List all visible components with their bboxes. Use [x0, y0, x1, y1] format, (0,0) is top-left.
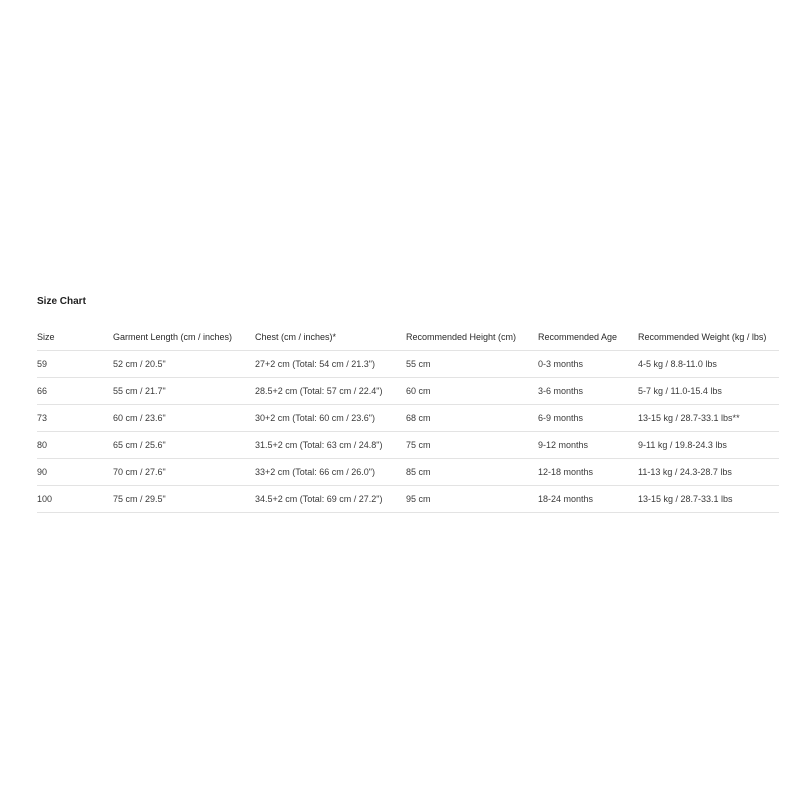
- cell-recommended-height: 85 cm: [406, 459, 538, 486]
- cell-garment-length: 70 cm / 27.6": [113, 459, 255, 486]
- column-header-garment-length: Garment Length (cm / inches): [113, 324, 255, 351]
- cell-chest: 33+2 cm (Total: 66 cm / 26.0"): [255, 459, 406, 486]
- cell-recommended-height: 95 cm: [406, 486, 538, 513]
- cell-recommended-age: 12-18 months: [538, 459, 638, 486]
- cell-recommended-weight: 5-7 kg / 11.0-15.4 lbs: [638, 378, 779, 405]
- column-header-recommended-age: Recommended Age: [538, 324, 638, 351]
- size-table: [37, 324, 779, 513]
- cell-garment-length: 55 cm / 21.7": [113, 378, 255, 405]
- column-header-size: Size: [37, 324, 113, 351]
- cell-size: 100: [37, 486, 113, 513]
- cell-chest: 28.5+2 cm (Total: 57 cm / 22.4"): [255, 378, 406, 405]
- cell-chest: 34.5+2 cm (Total: 69 cm / 27.2"): [255, 486, 406, 513]
- table-row: [37, 405, 779, 432]
- cell-size: 66: [37, 378, 113, 405]
- cell-garment-length: 52 cm / 20.5": [113, 351, 255, 378]
- table-row: [37, 432, 779, 459]
- cell-recommended-age: 6-9 months: [538, 405, 638, 432]
- column-header-chest: Chest (cm / inches)*: [255, 324, 406, 351]
- cell-recommended-height: 55 cm: [406, 351, 538, 378]
- cell-recommended-weight: 13-15 kg / 28.7-33.1 lbs**: [638, 405, 779, 432]
- cell-garment-length: 75 cm / 29.5": [113, 486, 255, 513]
- size-chart: [37, 294, 779, 513]
- cell-size: 59: [37, 351, 113, 378]
- cell-recommended-age: 18-24 months: [538, 486, 638, 513]
- cell-garment-length: 60 cm / 23.6": [113, 405, 255, 432]
- cell-size: 90: [37, 459, 113, 486]
- cell-recommended-height: 75 cm: [406, 432, 538, 459]
- cell-chest: 30+2 cm (Total: 60 cm / 23.6"): [255, 405, 406, 432]
- cell-chest: 31.5+2 cm (Total: 63 cm / 24.8"): [255, 432, 406, 459]
- table-header-row: [37, 324, 779, 351]
- cell-garment-length: 65 cm / 25.6": [113, 432, 255, 459]
- cell-recommended-weight: 11-13 kg / 24.3-28.7 lbs: [638, 459, 779, 486]
- cell-recommended-weight: 13-15 kg / 28.7-33.1 lbs: [638, 486, 779, 513]
- column-header-recommended-weight: Recommended Weight (kg / lbs): [638, 324, 779, 351]
- cell-recommended-height: 68 cm: [406, 405, 538, 432]
- cell-size: 73: [37, 405, 113, 432]
- table-row: [37, 486, 779, 513]
- table-row: [37, 459, 779, 486]
- cell-recommended-weight: 9-11 kg / 19.8-24.3 lbs: [638, 432, 779, 459]
- cell-recommended-height: 60 cm: [406, 378, 538, 405]
- cell-recommended-age: 3-6 months: [538, 378, 638, 405]
- cell-recommended-weight: 4-5 kg / 8.8-11.0 lbs: [638, 351, 779, 378]
- cell-recommended-age: 0-3 months: [538, 351, 638, 378]
- chart-title: Size Chart: [37, 296, 86, 307]
- table-row: [37, 351, 779, 378]
- cell-chest: 27+2 cm (Total: 54 cm / 21.3"): [255, 351, 406, 378]
- cell-size: 80: [37, 432, 113, 459]
- cell-recommended-age: 9-12 months: [538, 432, 638, 459]
- table-row: [37, 378, 779, 405]
- column-header-recommended-height: Recommended Height (cm): [406, 324, 538, 351]
